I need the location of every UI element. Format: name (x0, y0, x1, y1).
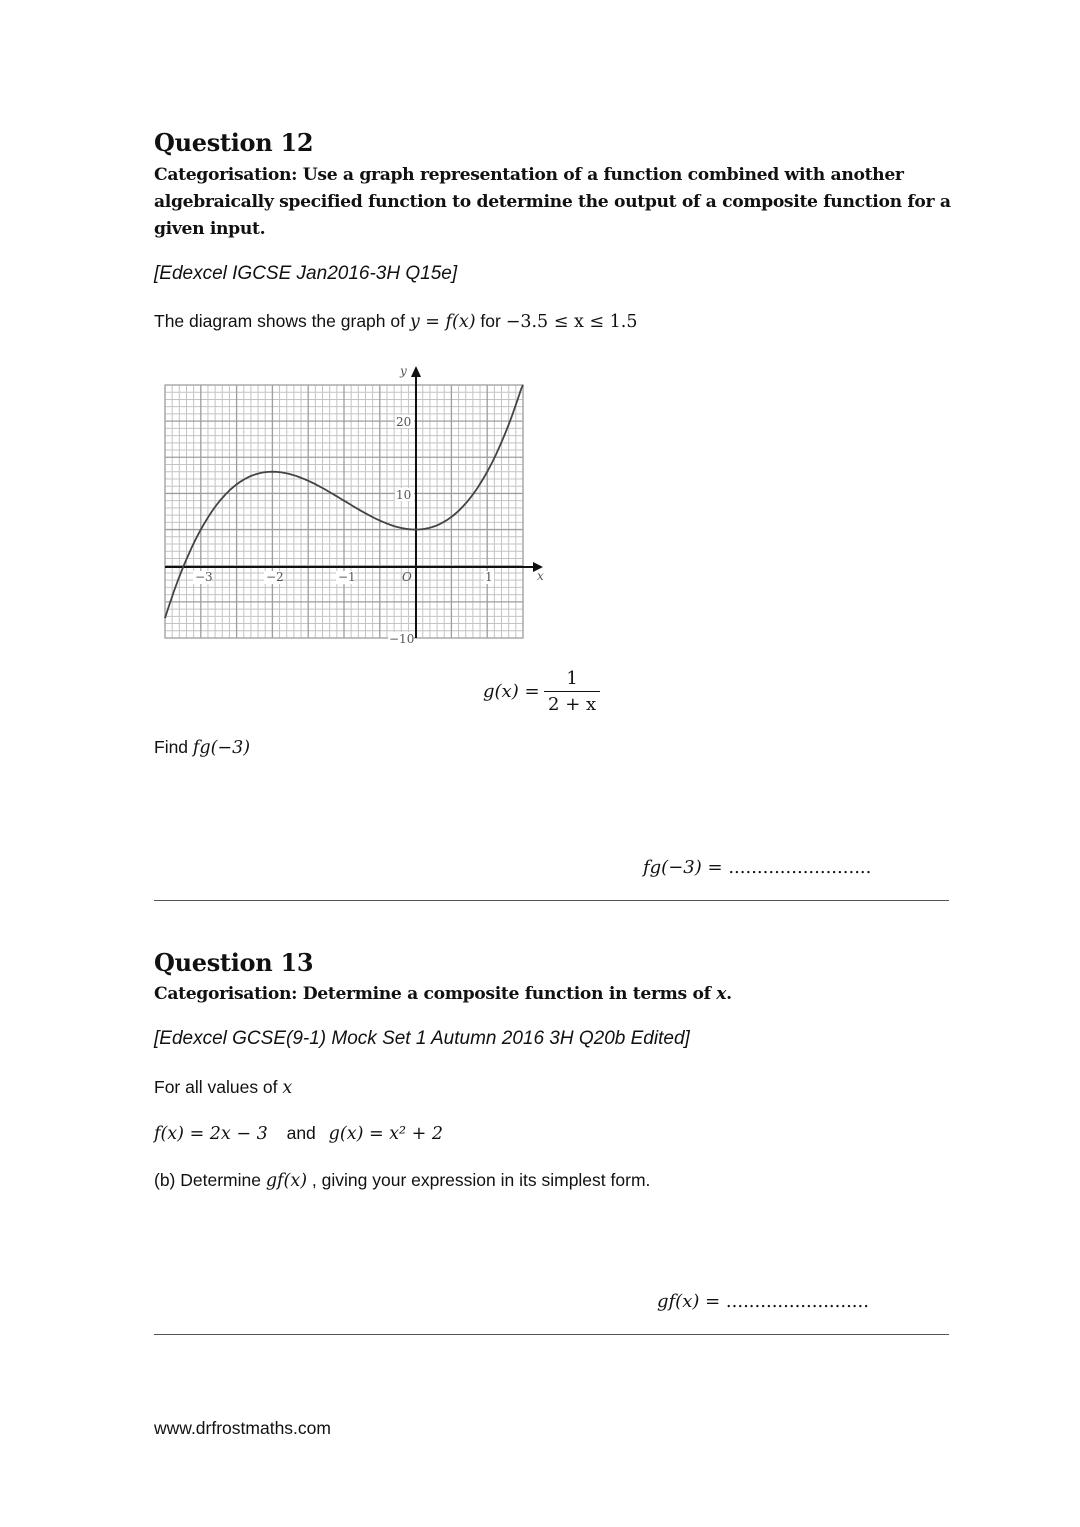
q13-title: Question 13 (154, 948, 314, 977)
q12-source: [Edexcel IGCSE Jan2016-3H Q15e] (154, 263, 458, 284)
svg-text:10: 10 (396, 488, 412, 502)
q13-answer-line[interactable] (657, 1291, 869, 1312)
q12-intro-math: y = f(x) (409, 312, 476, 332)
q13-for-all-var: x (282, 1078, 293, 1098)
y-axis-arrow-icon (411, 366, 421, 377)
q13-categorisation (154, 981, 954, 1008)
q13-divider (154, 1334, 949, 1335)
q12-answer-line[interactable] (643, 857, 871, 878)
q12-answer-label: fg(−3) = (643, 857, 723, 878)
footer-url[interactable]: www.drfrostmaths.com (154, 1418, 331, 1438)
q12-prompt-math: fg(−3) (192, 738, 251, 758)
q12-divider (154, 900, 949, 901)
svg-text:−10: −10 (389, 632, 415, 646)
svg-text:−1: −1 (338, 570, 356, 584)
q13-part-b-end: , giving your expression in its simplest form. (307, 1170, 651, 1190)
q13-part-b-math: gf(x) (265, 1171, 308, 1191)
g-def-lhs: g(x) = (483, 681, 540, 702)
q12-intro-text: The diagram shows the graph of (154, 311, 410, 331)
q13-for-all (154, 1077, 292, 1098)
q13-answer-dots[interactable]: ......................... (725, 1291, 869, 1312)
q12-intro-range: −3.5 ≤ x ≤ 1.5 (505, 312, 638, 332)
q13-and: and (286, 1123, 316, 1143)
y-axis-label: y (400, 364, 407, 378)
q12-answer-dots[interactable]: ......................... (728, 857, 872, 878)
g-def-numerator: 1 (544, 668, 600, 692)
q13-cat-var: x (716, 984, 727, 1004)
q13-definitions (154, 1123, 443, 1144)
q13-answer-label: gf(x) = (657, 1291, 721, 1312)
q13-part-b (154, 1170, 650, 1191)
q12-prompt-text: Find (154, 737, 193, 757)
svg-text:1: 1 (485, 570, 493, 584)
q12-prompt (154, 737, 250, 758)
g-def-fraction (544, 668, 600, 715)
svg-text:−3: −3 (195, 570, 213, 584)
q12-intro-for: for (475, 311, 506, 331)
q13-source: [Edexcel GCSE(9-1) Mock Set 1 Autumn 2016 3H Q20b Edited] (154, 1028, 690, 1049)
q12-title: Question 12 (154, 128, 314, 157)
q12-categorisation: Categorisation: Use a graph representation of a function combined with another algebraically specified function to determine the output of a composite function for a given input. (154, 165, 951, 239)
x-axis-label: x (537, 569, 544, 583)
q13-cat-text: Categorisation: Determine a composite function in terms of (154, 984, 717, 1004)
function-graph (0, 0, 1080, 700)
origin-label: O (402, 570, 412, 584)
q13-f-def: f(x) = 2x − 3 (154, 1124, 268, 1144)
svg-text:20: 20 (396, 415, 412, 429)
g-def-denominator: 2 + x (548, 694, 597, 715)
q13-part-b-text: (b) Determine (154, 1170, 266, 1190)
svg-text:−2: −2 (266, 570, 284, 584)
q13-g-def: g(x) = x² + 2 (328, 1124, 443, 1144)
q13-cat-end: . (726, 984, 732, 1004)
q13-for-all-text: For all values of (154, 1077, 283, 1097)
g-definition (483, 668, 600, 715)
